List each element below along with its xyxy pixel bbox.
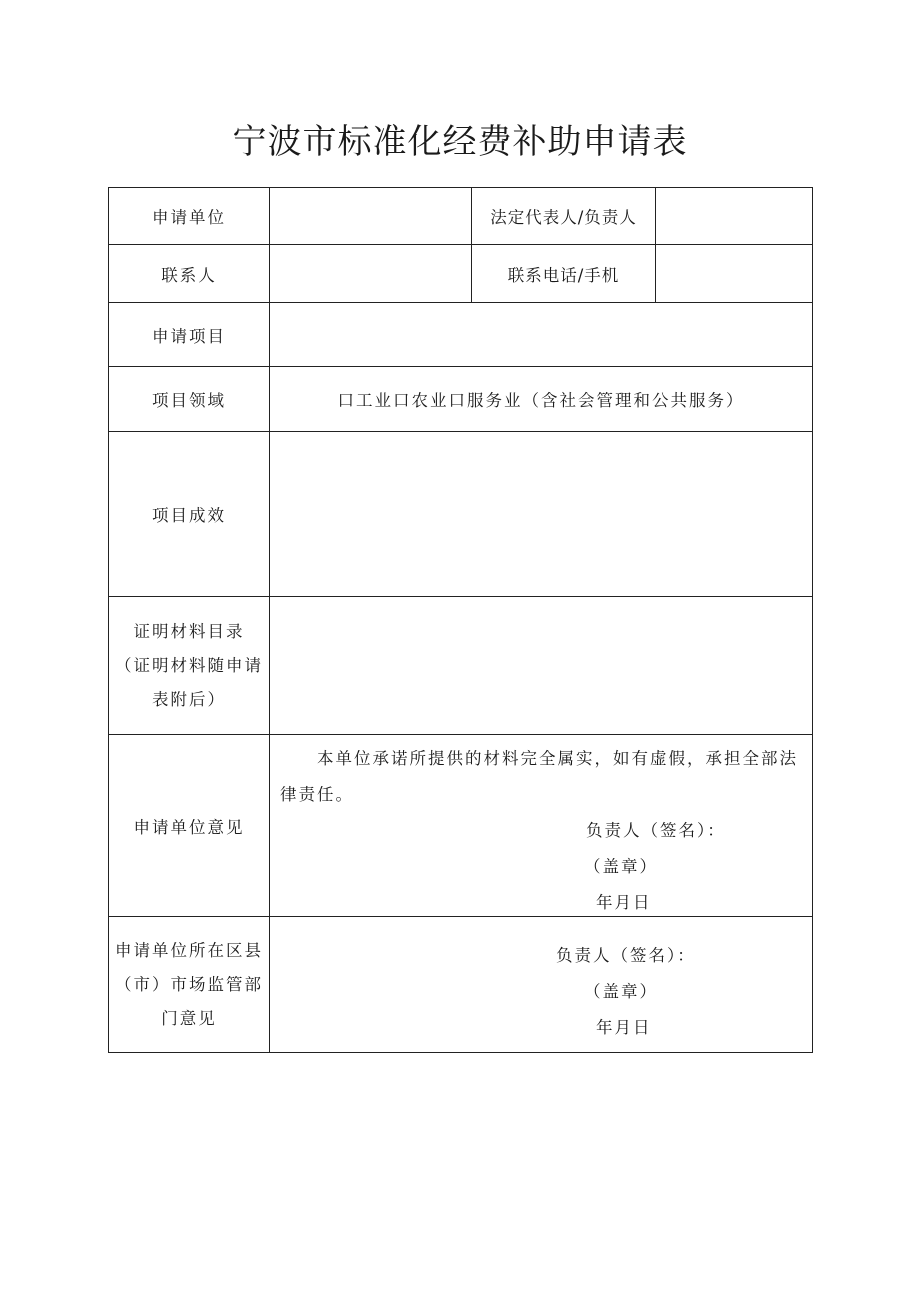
application-form-table — [108, 187, 813, 1053]
date-label: 年月日 — [596, 893, 652, 912]
project-label: 申请项目 — [109, 303, 270, 367]
domain-label: 项目领域 — [109, 367, 270, 432]
row-contact — [109, 245, 813, 303]
row-applicant-opinion — [109, 735, 813, 917]
results-label: 项目成效 — [109, 432, 270, 597]
applicant-opinion-label: 申请单位意见 — [109, 735, 270, 917]
materials-label-line: （证明材料随申请 — [115, 655, 263, 675]
project-field[interactable] — [270, 303, 813, 367]
regulator-label-line: 门意见 — [161, 1008, 217, 1028]
seal-label: （盖章） — [584, 982, 658, 1001]
page-title: 宁波市标准化经费补助申请表 — [232, 122, 688, 162]
contact-field[interactable] — [270, 245, 472, 303]
row-domain — [109, 367, 813, 432]
applicant-opinion-field[interactable] — [270, 735, 813, 917]
pledge-text: 本单位承诺所提供的材料完全属实，如有虚假，承担全部法律责任。 — [280, 749, 798, 804]
legal-rep-label: 法定代表人/负责人 — [472, 188, 656, 245]
row-results — [109, 432, 813, 597]
applicant-label: 申请单位 — [109, 188, 270, 245]
seal-label: （盖章） — [584, 857, 658, 876]
signer-label: 负责人（签名）： — [556, 946, 696, 965]
regulator-opinion-field[interactable] — [270, 917, 813, 1053]
row-applicant — [109, 188, 813, 245]
materials-label-line: 表附后） — [152, 689, 226, 709]
phone-field[interactable] — [656, 245, 813, 303]
signer-label: 负责人（签名）： — [586, 821, 726, 840]
materials-label-line: 证明材料目录 — [133, 621, 245, 641]
row-regulator-opinion — [109, 917, 813, 1053]
row-materials — [109, 597, 813, 735]
applicant-field[interactable] — [270, 188, 472, 245]
row-project — [109, 303, 813, 367]
date-label: 年月日 — [596, 1018, 652, 1037]
legal-rep-field[interactable] — [656, 188, 813, 245]
regulator-label-line: （市）市场监管部 — [115, 974, 263, 994]
contact-label: 联系人 — [109, 245, 270, 303]
regulator-opinion-label — [109, 917, 270, 1053]
results-field[interactable] — [270, 432, 813, 597]
domain-options[interactable]: 口工业口农业口服务业（含社会管理和公共服务） — [270, 367, 813, 432]
materials-label — [109, 597, 270, 735]
regulator-label-line: 申请单位所在区县 — [115, 940, 263, 960]
materials-field[interactable] — [270, 597, 813, 735]
phone-label: 联系电话/手机 — [472, 245, 656, 303]
